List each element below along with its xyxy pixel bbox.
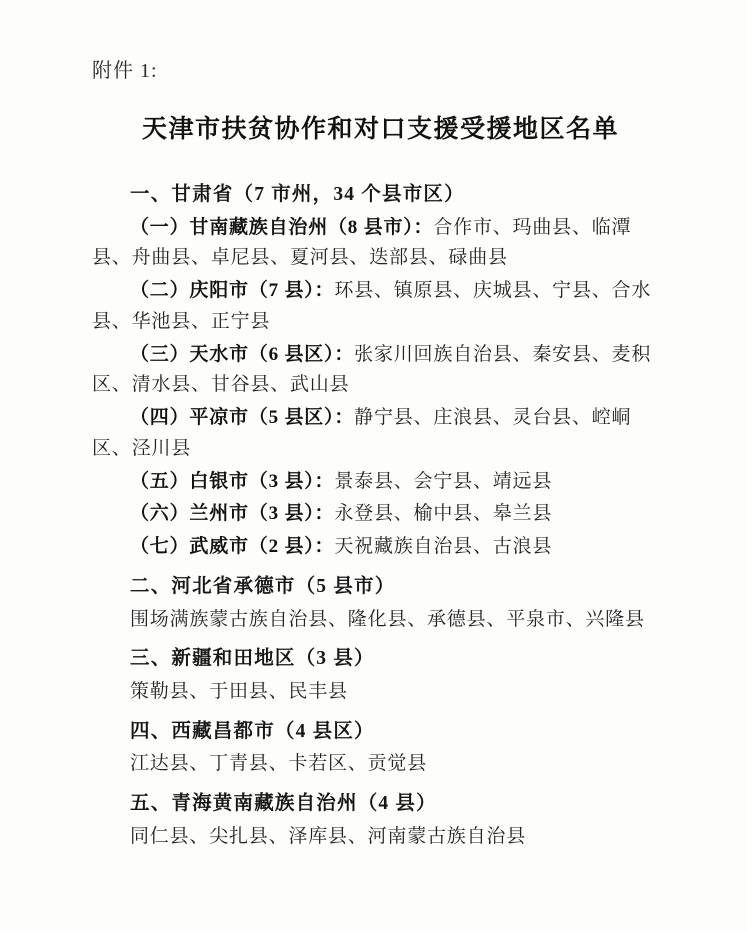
sub-item-title: （六）兰州市（3 县）： [130, 503, 335, 525]
section-heading: 三、新疆和田地区（3 县） [130, 648, 375, 670]
sub-item-text: 张家川回族自治县、秦安县、麦积区、清水县、甘谷县、武山县 [92, 343, 652, 396]
section-body: 江达县、丁青县、卡若区、贡觉县 [130, 753, 428, 775]
page-title: 天津市扶贫协作和对口支援受援地区名单 [141, 116, 619, 143]
sub-item-title: （五）白银市（3 县）： [130, 470, 335, 492]
sub-item-title: （三）天水市（6 县区）： [130, 343, 355, 365]
list-item [92, 532, 669, 563]
sub-item-text: 合作市、玛曲县、临潭县、舟曲县、卓尼县、夏河县、迭部县、碌曲县 [92, 216, 632, 269]
section-qinghai-huangnan [92, 788, 669, 852]
sub-item-title: （二）庆阳市（7 县）： [130, 280, 335, 302]
section-tibet-qamdo [92, 716, 669, 780]
section-hebei-chengde [92, 571, 669, 635]
section-heading: 一、甘肃省（7 市州，34 个县市区） [130, 184, 465, 205]
sub-item-title: （四）平凉市（5 县区）： [130, 407, 355, 429]
sub-item-title: （一）甘南藏族自治州（8 县市）： [130, 216, 434, 238]
attachment-label: 附件 1: [92, 60, 158, 82]
list-item [92, 403, 669, 465]
sub-item-text: 天祝藏族自治县、古浪县 [334, 536, 553, 558]
sub-item-title: （七）武威市（2 县）： [130, 536, 335, 558]
section-body: 围场满族蒙古族自治县、隆化县、承德县、平泉市、兴隆县 [130, 608, 645, 630]
list-item [92, 499, 669, 530]
section-heading: 四、西藏昌都市（4 县区） [130, 720, 375, 742]
section-xinjiang-hotan [92, 643, 669, 707]
list-item [92, 213, 669, 275]
list-item [92, 467, 669, 498]
sub-item-text: 景泰县、会宁县、靖远县 [334, 470, 553, 492]
list-item [92, 340, 669, 402]
sub-item-text: 永登县、榆中县、皋兰县 [334, 503, 553, 525]
section-body: 策勒县、于田县、民丰县 [130, 680, 348, 702]
sub-item-text: 静宁县、庄浪县、灵台县、崆峒区、泾川县 [92, 407, 632, 459]
section-heading: 二、河北省承德市（5 县市） [130, 576, 396, 597]
list-item [92, 276, 669, 338]
section-body: 同仁县、尖扎县、泽库县、河南蒙古族自治县 [130, 825, 527, 847]
sub-item-text: 环县、镇原县、庆城县、宁县、合水县、华池县、正宁县 [92, 280, 652, 332]
section-heading: 五、青海黄南藏族自治州（4 县） [130, 793, 437, 815]
section-gansu [92, 179, 669, 563]
